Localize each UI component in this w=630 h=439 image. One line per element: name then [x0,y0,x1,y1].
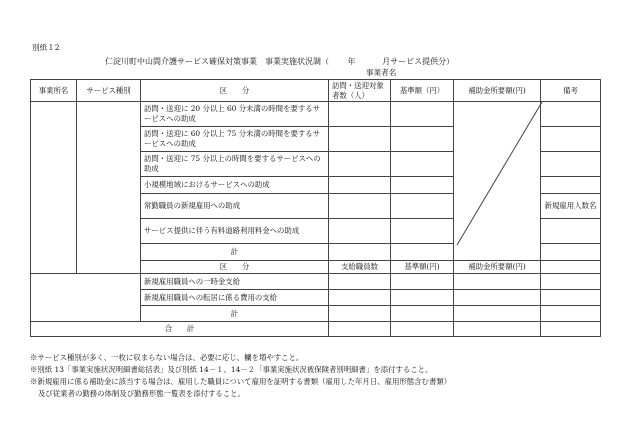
row-category: 小規模地域におけるサービスへの助成 [141,177,329,194]
note-line: ※新規雇用に係る補助金に該当する場合は、雇用した職員について雇用を証明する書類（雇用した年月日、雇用形態含む書類） [30,377,452,386]
service-type-cell[interactable] [77,102,141,274]
remarks-cell[interactable] [541,244,601,261]
remarks-cell[interactable] [541,102,601,127]
remarks-cell[interactable] [541,261,601,274]
paid-staff-cell[interactable] [329,274,391,290]
header-standard-amount: 基準額（円） [391,80,454,102]
grand-total-label: 合 計 [31,322,329,337]
remarks-cell[interactable] [541,219,601,244]
paid-staff-subtotal-cell[interactable] [329,306,391,322]
visit-count-subtotal-cell[interactable] [329,244,391,261]
provider-name-label: 事業者名 [366,68,397,77]
header-category: 区 分 [141,80,329,102]
section2-row-category: 新規雇用職員への転居に係る費用の支給 [141,290,329,306]
standard-amount-cell[interactable] [391,219,454,244]
section2-header-subsidy-required: 補助金所要額(円) [454,261,541,274]
remarks-cell[interactable] [541,127,601,152]
row-category: サービス提供に伴う有料道路利用料金への助成 [141,219,329,244]
standard-amount-cell[interactable] [391,127,454,152]
header-visit-count: 訪問・送迎対象者数（人） [329,80,391,102]
standard-amount-cell[interactable] [391,290,454,306]
standard-amount-cell[interactable] [391,194,454,219]
remarks-cell[interactable] [541,274,601,290]
standard-amount-subtotal-cell[interactable] [391,306,454,322]
subtotal-label: 計 [141,244,329,261]
section2-blank-cell [31,274,141,322]
standard-amount-cell[interactable] [391,274,454,290]
grand-total-cell[interactable] [454,322,541,337]
remarks-cell[interactable] [541,152,601,177]
section2-header-category: 区 分 [141,261,329,274]
header-office-name: 事業所名 [31,80,77,102]
note-line: ※別紙 13「事業実施状況明細書総括表」及び別紙 14－１、14－２「事業実施状況被保険者別明細書」を添付すること。 [30,365,433,374]
paid-staff-cell[interactable] [329,290,391,306]
new-hire-remark: 新規雇用人数名 [541,194,601,219]
subsidy-cell[interactable] [454,290,541,306]
note-line: 及び従業者の勤務の体制及び勤務形態一覧表を添付すること。 [38,389,245,398]
standard-amount-cell[interactable] [391,177,454,194]
section2-subtotal-label: 計 [141,306,329,322]
subsidy-subtotal-cell[interactable] [454,306,541,322]
note-line: ※サービス種別が多く、一枚に収まらない場合は、必要に応じ、欄を増やすこと。 [30,353,304,362]
remarks-cell[interactable] [541,306,601,322]
header-service-type: サービス種別 [77,80,141,102]
form-number: 別紙１2 [32,43,60,52]
section2-header-standard-amount: 基準額(円) [391,261,454,274]
standard-amount-cell[interactable] [391,152,454,177]
visit-count-cell[interactable] [329,127,391,152]
page-title: 仁淀川町中山間介護サービス確保対策事業 事業実施状況調（ 年 月サービス提供分） [105,57,455,66]
grand-total-cell[interactable] [329,322,391,337]
subsidy-cell[interactable] [454,274,541,290]
row-category: 訪問・送迎に 75 分以上の時間を要するサービスへの助成 [141,152,329,177]
visit-count-cell[interactable] [329,194,391,219]
subsidy-diagonal-line [455,101,545,247]
header-subsidy-required: 補助金所要額(円) [454,80,541,102]
notes [30,352,451,400]
section2-row-category: 新規雇用職員への一時金支給 [141,274,329,290]
remarks-cell[interactable] [541,290,601,306]
header-remarks: 備考 [541,80,601,102]
grand-total-cell[interactable] [391,322,454,337]
row-category: 訪問・送迎に 60 分以上 75 分未満の時間を要するサービスへの助成 [141,127,329,152]
office-name-cell[interactable] [31,102,77,274]
remarks-cell[interactable] [541,177,601,194]
row-category: 訪問・送迎に 20 分以上 60 分未満の時間を要するサービスへの助成 [141,102,329,127]
grand-total-cell[interactable] [541,322,601,337]
standard-amount-cell[interactable] [391,102,454,127]
standard-amount-subtotal-cell[interactable] [391,244,454,261]
visit-count-cell[interactable] [329,177,391,194]
visit-count-cell[interactable] [329,152,391,177]
visit-count-cell[interactable] [329,102,391,127]
row-category: 常勤職員の新規雇用への助成 [141,194,329,219]
visit-count-cell[interactable] [329,219,391,244]
section2-header-paid-staff: 支給職員数 [329,261,391,274]
